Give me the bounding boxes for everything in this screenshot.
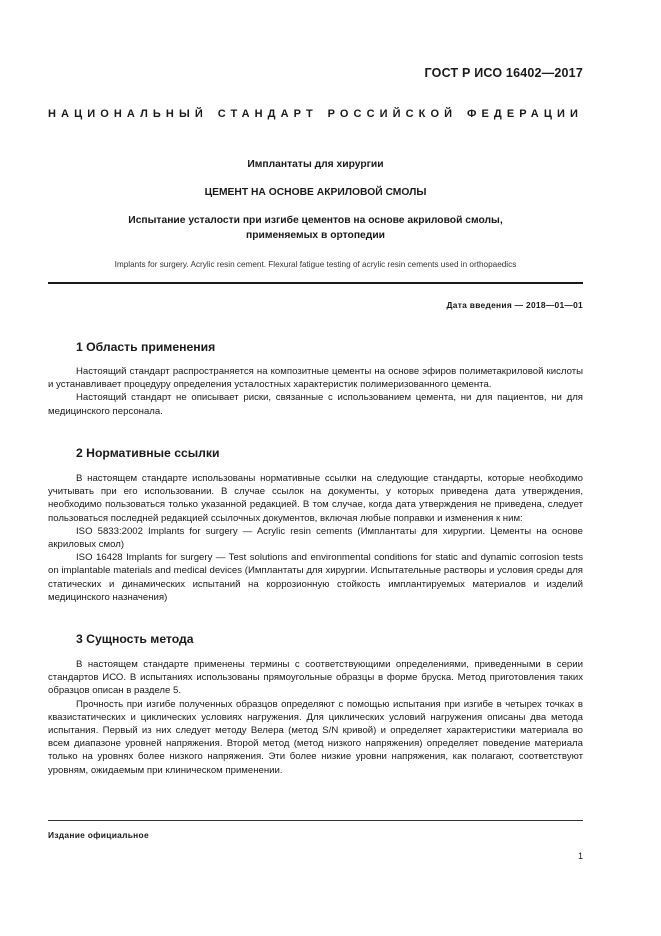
section-title-scope: 1 Область применения [76, 340, 216, 354]
paragraph: В настоящем стандарте использованы нормативные ссылки на следующие стандарты, которые необходимо учитывать при его использовании. В случае ссылок на документы, у которых приведена дата утверждения, необходимо пользоваться только указанной редакцией. В том случае, когда дата утверждения не приведена, следует пользоваться последней редакцией ссылочных документов, включая любые поправки и изменения к ним: [48, 473, 583, 524]
national-word: СТАНДАРТ [217, 108, 318, 120]
paragraph: Настоящий стандарт распространяется на композитные цементы на основе эфиров полиметакриловой кислоты и устанавливает процедуру определения усталостных характеристик полимеризованного цемента. [48, 366, 583, 391]
section-title-references: 2 Нормативные ссылки [76, 446, 220, 460]
paragraph: ISO 5833:2002 Implants for surgery — Acrylic resin cements (Имплантаты для хирургии. Цементы на основе акриловых смол) [48, 525, 583, 551]
section-body-method [48, 658, 583, 777]
intro-date: Дата введения — 2018—01—01 [446, 300, 583, 310]
subtitle-line-2: применяемых в ортопедии [246, 230, 385, 241]
english-title: Implants for surgery. Acrylic resin cement. Flexural fatigue testing of acrylic resin cements used in orthopaedics [114, 260, 517, 269]
page-number: 1 [577, 851, 583, 861]
national-word: РОССИЙСКОЙ [327, 108, 458, 120]
paragraph: В настоящем стандарте применены термины с соответствующими определениями, приведенными в серии стандартов ИСО. В испытаниях использованы прямоугольные образцы в форме бруска. Метод приготовления таких образцов описан в разделе 5. [48, 659, 583, 697]
section-body-scope [48, 365, 583, 418]
main-title: ЦЕМЕНТ НА ОСНОВЕ АКРИЛОВОЙ СМОЛЫ [204, 187, 427, 198]
national-standard-heading [48, 108, 583, 120]
footer-divider [48, 820, 583, 821]
standard-code: ГОСТ Р ИСО 16402—2017 [424, 66, 583, 80]
paragraph: Настоящий стандарт не описывает риски, связанные с использованием цемента, ни для пациентов, ни для медицинского персонала. [48, 392, 583, 417]
paragraph: ISO 16428 Implants for surgery — Test solutions and environmental conditions for static and dynamic corrosion tests on implantable materials and medical devices (Имплантаты для хирургии. Испытательные растворы и условия среды для статических и динамических испытаний на коррозионную стойкость имплантируемых материалов и изделий медицинского назначения) [48, 552, 583, 603]
subtitle-line-1: Испытание усталости при изгибе цементов на основе акриловой смолы, [128, 215, 503, 226]
header-divider [48, 282, 583, 284]
section-body-references [48, 472, 583, 604]
category-title: Имплантаты для хирургии [247, 159, 384, 170]
official-edition: Издание официальное [48, 830, 149, 840]
national-word: ФЕДЕРАЦИИ [467, 108, 583, 120]
section-title-method: 3 Сущность метода [76, 632, 194, 646]
paragraph: Прочность при изгибе полученных образцов определяют с помощью испытания при изгибе в четырех точках в квазистатических и циклических условиях нагружения. Для циклических условий нагружения описаны два метода испытания. Первый из них следует методу Велера (метод S/N кривой) и определяет характеристики материала во всем диапазоне уровней напряжения. Второй метод (метод низкого напряжения) определяет поведение материала только на уровнях более низкого напряжения. Эти более низкие уровни напряжения, как полагают, соответствуют уровням, ожидаемым при клиническом применении. [48, 698, 583, 776]
national-word: НАЦИОНАЛЬНЫЙ [48, 108, 208, 120]
